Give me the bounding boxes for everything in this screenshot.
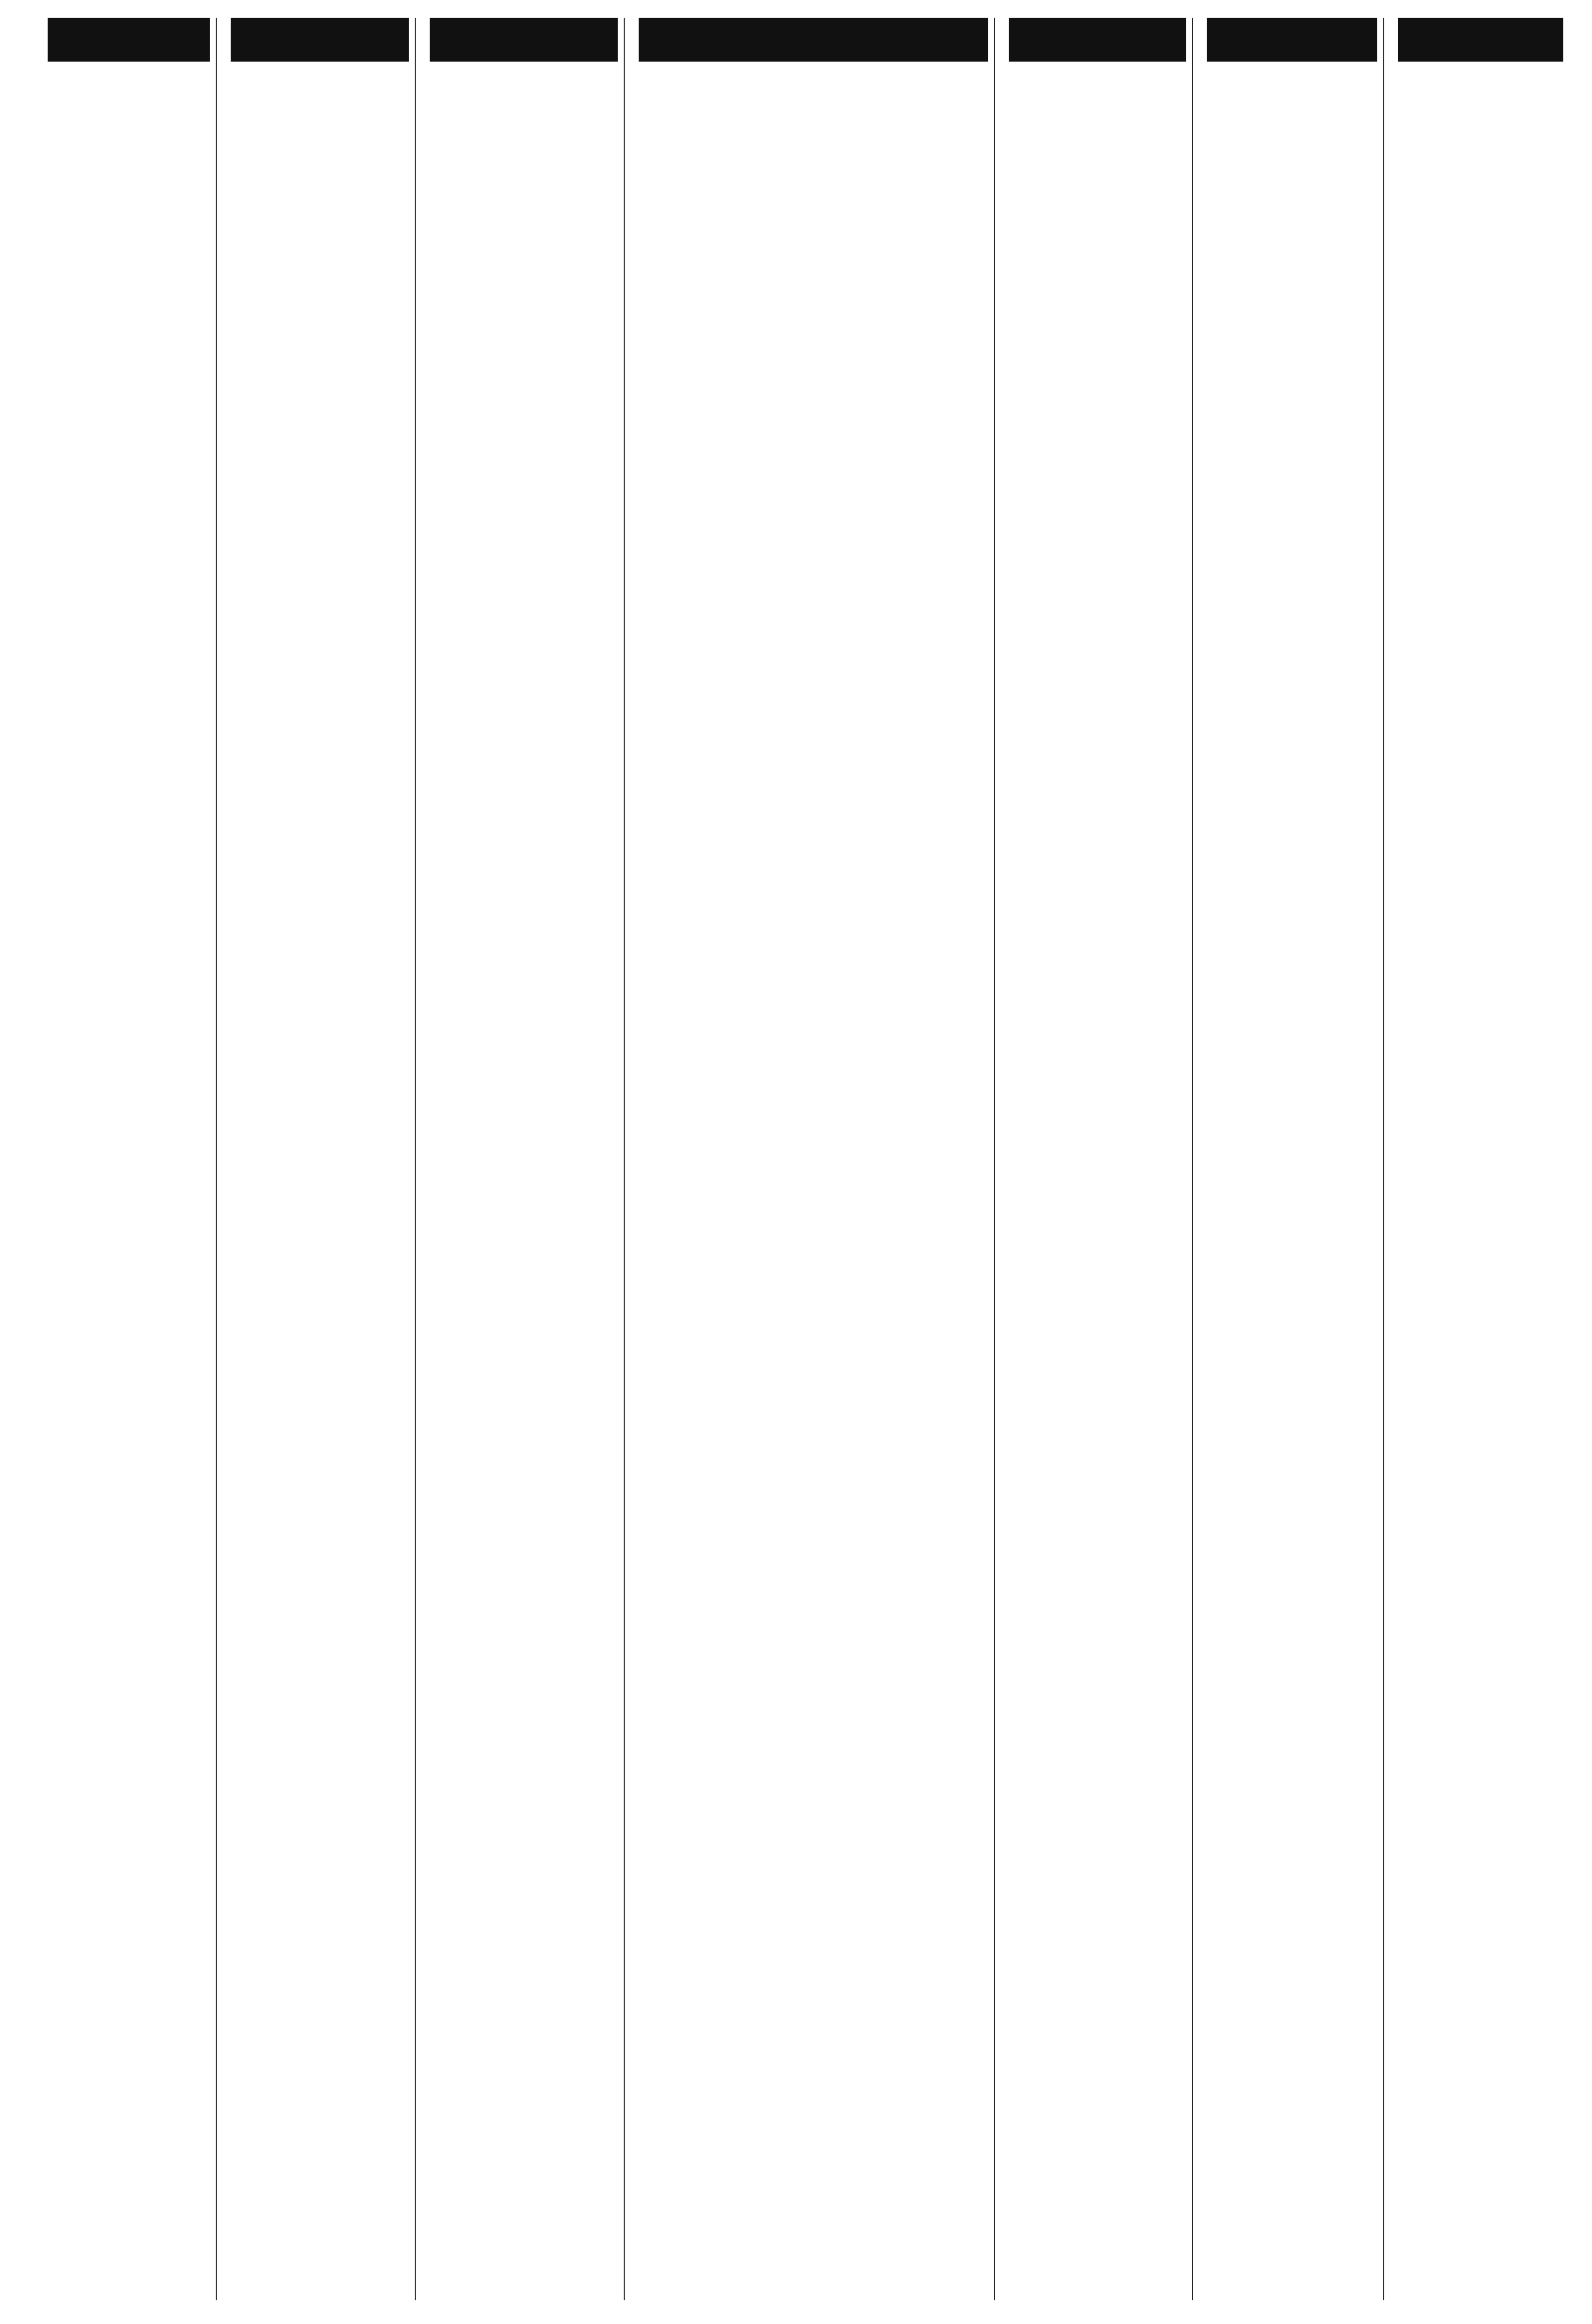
column-7 bbox=[1398, 18, 1569, 2300]
column-3-header bbox=[430, 18, 618, 62]
column-grid bbox=[48, 18, 1568, 2300]
column-7-header bbox=[1398, 18, 1563, 62]
column-4-header bbox=[639, 18, 988, 62]
column-5-header bbox=[1009, 18, 1186, 62]
column-6 bbox=[1207, 18, 1384, 2300]
column-1 bbox=[48, 18, 217, 2300]
column-4 bbox=[639, 18, 995, 2300]
column-5 bbox=[1009, 18, 1193, 2300]
column-2-header bbox=[231, 18, 409, 62]
column-6-header bbox=[1207, 18, 1377, 62]
column-3 bbox=[430, 18, 625, 2300]
column-1-header bbox=[48, 18, 210, 62]
column-2 bbox=[231, 18, 416, 2300]
